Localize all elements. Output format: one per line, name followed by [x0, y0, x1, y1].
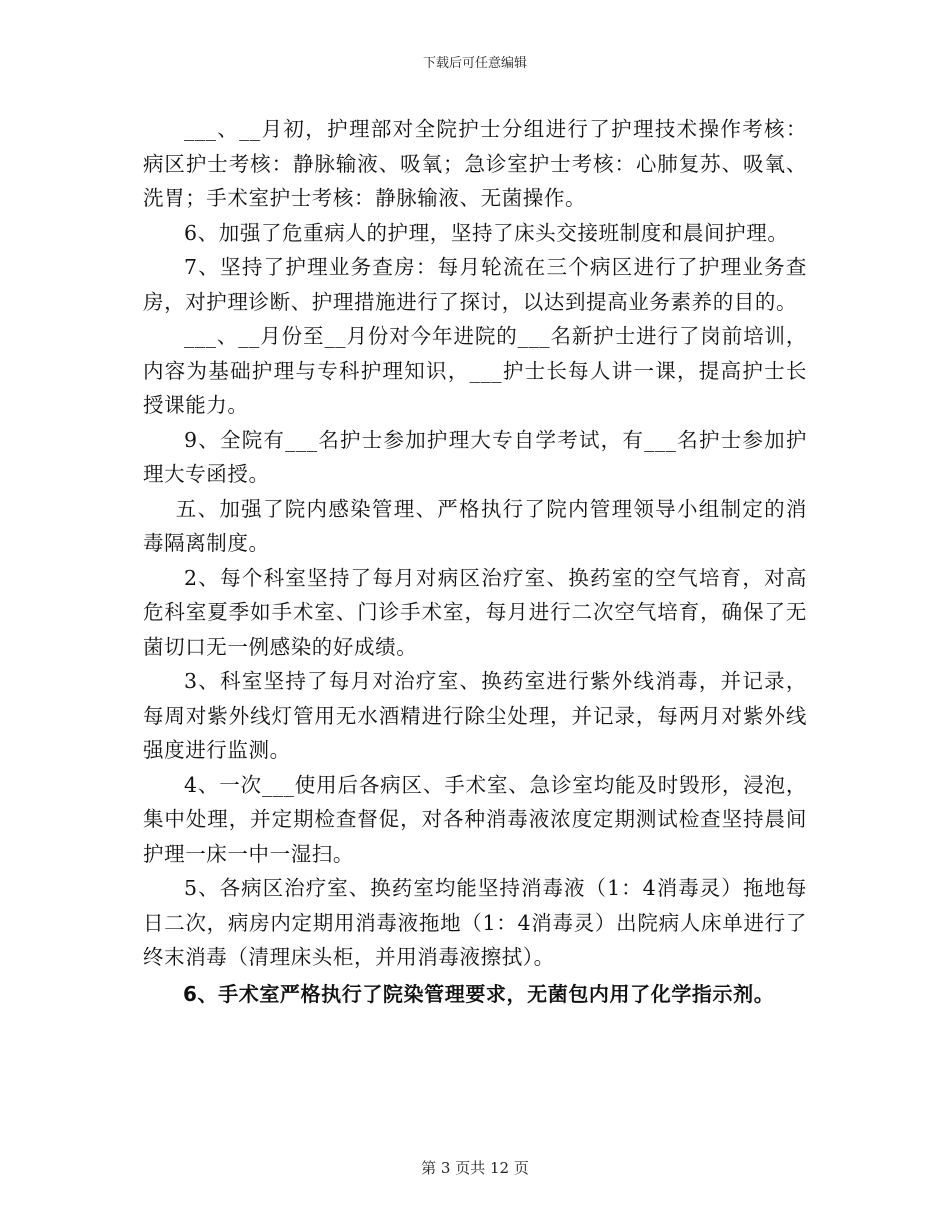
paragraph-6: 五、加强了院内感染管理、严格执行了院内管理领导小组制定的消毒隔离制度。 [143, 496, 807, 555]
header-note: 下载后可任意编辑 [422, 56, 527, 71]
paragraph-8: 3、科室坚持了每月对治疗室、换药室进行紫外线消毒，并记录，每周对紫外线灯管用无水酒精进行除尘处理，并记录，每两月对紫外线强度进行监测。 [143, 669, 807, 762]
paragraph-7: 2、每个科室坚持了每月对病区治疗室、换药室的空气培育，对高危科室夏季如手术室、门诊手术室，每月进行二次空气培育，确保了无菌切口无一例感染的好成绩。 [143, 565, 807, 659]
paragraph-1: ___、__月初，护理部对全院护士分组进行了护理技术操作考核：病区护士考核：静脉输液、吸氧；急诊室护士考核：心肺复苏、吸氧、洗胃；手术室护士考核：静脉输液、无菌操作。 [143, 117, 807, 210]
paragraph-11-bold: 6、手术室严格执行了院染管理要求，无菌包内用了化学指示剂。 [183, 981, 775, 1006]
paragraph-4: ___、__月份至__月份对今年进院的___名新护士进行了岗前培训，内容为基础护理与专科护理知识，___护士长每人讲一课，提高护士长授课能力。 [143, 324, 807, 417]
page-number: 第 3 页共 12 页 [421, 1159, 529, 1177]
paragraph-10: 5、各病区治疗室、换药室均能坚持消毒液（1：4消毒灵）拖地每日二次，病房内定期用消毒液拖地（1：4消毒灵）出院病人床单进行了终末消毒（清理床头柜，并用消毒液擦拭）。 [143, 876, 807, 969]
paragraph-9: 4、一次___使用后各病区、手术室、急诊室均能及时毁形，浸泡，集中处理，并定期检查督促，对各种消毒液浓度定期测试检查坚持晨间护理一床一中一湿扫。 [143, 772, 807, 866]
paragraph-3: 7、坚持了护理业务查房：每月轮流在三个病区进行了护理业务查房，对护理诊断、护理措施进行了探讨，以达到提高业务素养的目的。 [143, 255, 807, 314]
paragraph-2: 6、加强了危重病人的护理，坚持了床头交接班制度和晨间护理。 [184, 220, 789, 245]
document-body [143, 112, 807, 1011]
paragraph-5: 9、全院有___名护士参加护理大专自学考试，有___名护士参加护理大专函授。 [143, 427, 807, 486]
